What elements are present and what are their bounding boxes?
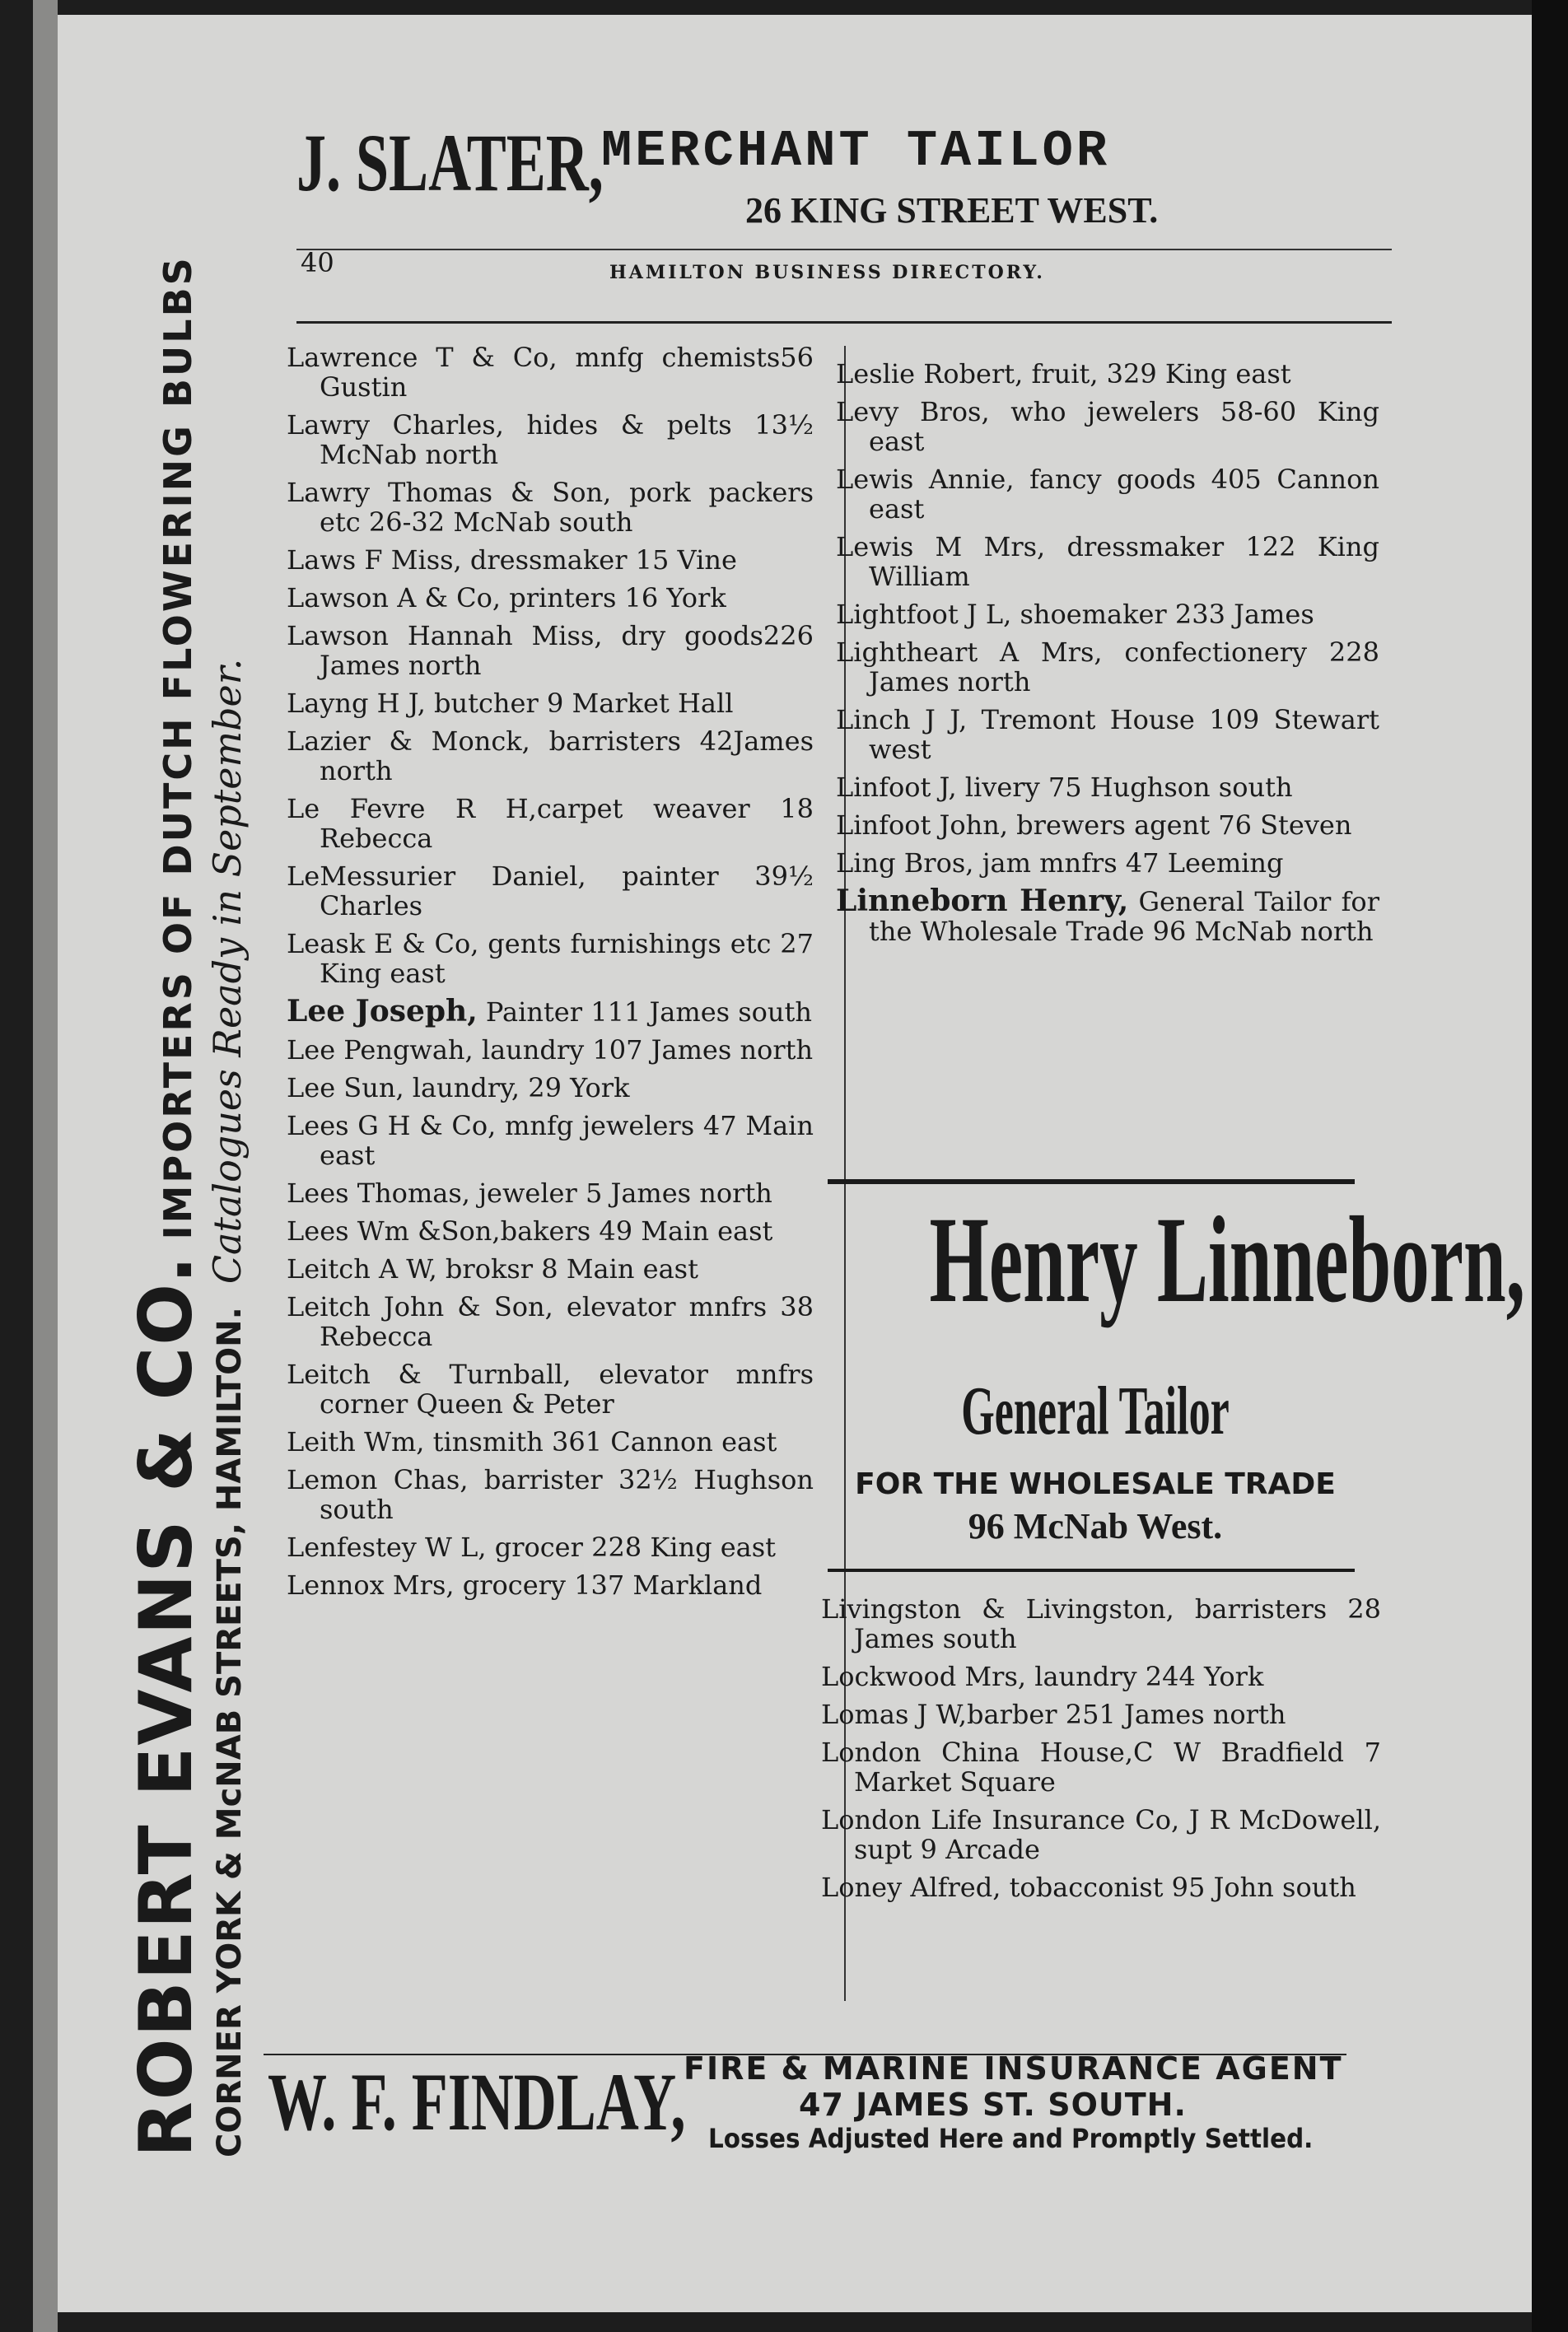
top-ad-address: 26 KING STREET WEST. — [745, 190, 1159, 231]
entry-text: London Life Insurance Co, J R McDowell, supt 9 Arcade — [821, 1804, 1381, 1865]
entry-text: Leitch John & Son, elevator mnfrs 38 Rebecca — [287, 1291, 814, 1352]
entry-text: Leslie Robert, fruit, 329 King east — [836, 358, 1291, 389]
top-ad-name: J. SLATER, — [296, 117, 604, 208]
directory-column-right — [836, 359, 1379, 954]
directory-entry — [287, 794, 814, 853]
top-advertisement — [296, 115, 1392, 239]
side-ad-catalogue-note: Catalogues Ready in September. — [205, 658, 250, 1285]
entry-text: Lazier & Monck, barristers 42James north — [287, 725, 814, 786]
directory-entry — [836, 810, 1379, 840]
side-ad-business: IMPORTERS OF DUTCH FLOWERING BULBS — [156, 255, 200, 1240]
entry-text: Linch J J, Tremont House 109 Stewart west — [836, 704, 1379, 765]
entry-name-bold: Lee Joseph, — [287, 994, 478, 1028]
entry-text: Lewis M Mrs, dressmaker 122 King William — [836, 531, 1379, 592]
entry-text: Leith Wm, tinsmith 361 Cannon east — [287, 1426, 777, 1458]
directory-entry — [836, 397, 1379, 456]
directory-entry — [821, 1700, 1381, 1729]
linneborn-ad-rule-bottom — [828, 1569, 1355, 1572]
directory-entry — [287, 410, 814, 469]
directory-entry — [287, 688, 814, 718]
page-edge-dark — [1532, 0, 1568, 2332]
directory-entry — [287, 1532, 814, 1562]
directory-entry — [287, 343, 814, 402]
entry-text: Levy Bros, who jewelers 58-60 King east — [836, 396, 1379, 457]
directory-entry — [287, 1570, 814, 1600]
entry-text: Loney Alfred, tobacconist 95 John south — [821, 1872, 1356, 1903]
entry-text: Lockwood Mrs, laundry 244 York — [821, 1661, 1264, 1692]
entry-text: Ling Bros, jam mnfrs 47 Leeming — [836, 847, 1284, 879]
directory-entry — [287, 545, 814, 575]
entry-text: Lees Thomas, jeweler 5 James north — [287, 1178, 772, 1209]
entry-text: Lawry Charles, hides & pelts 13½ McNab north — [287, 409, 814, 470]
directory-entry — [287, 1292, 814, 1351]
directory-entry — [287, 1111, 814, 1170]
bottom-ad-name: W. F. FINDLAY, — [268, 2056, 686, 2148]
directory-entry — [836, 772, 1379, 802]
linneborn-ad-line: FOR THE WHOLESALE TRADE — [855, 1467, 1336, 1501]
entry-name-bold: Linneborn Henry, — [836, 884, 1129, 918]
entry-text: Lawry Thomas & Son, pork packers etc 26-32 McNab south — [287, 477, 814, 538]
entry-text: Leitch A W, broksr 8 Main east — [287, 1253, 698, 1285]
linneborn-ad-address: 96 McNab West. — [968, 1506, 1223, 1546]
entry-text: Leask E & Co, gents furnishings etc 27 King east — [287, 928, 814, 989]
entry-text: London China House,C W Bradfield 7 Market Square — [821, 1737, 1381, 1798]
directory-entry — [287, 583, 814, 613]
directory-entry — [836, 359, 1379, 389]
directory-entry — [287, 1254, 814, 1284]
bottom-ad-line1: FIRE & MARINE INSURANCE AGENT — [684, 2050, 1343, 2087]
entry-text: Painter 111 James south — [477, 996, 812, 1028]
entry-text: Lee Sun, laundry, 29 York — [287, 1072, 630, 1103]
directory-entry — [821, 1805, 1381, 1864]
entry-text: Lightfoot J L, shoemaker 233 James — [836, 599, 1314, 630]
entry-text: Lawson A & Co, printers 16 York — [287, 582, 726, 613]
directory-entry — [836, 532, 1379, 591]
directory-entry — [836, 848, 1379, 878]
linneborn-ad-name: Henry Linneborn, — [929, 1192, 1525, 1328]
entry-text: Lawson Hannah Miss, dry goods226 James north — [287, 620, 814, 681]
directory-entry — [836, 705, 1379, 764]
bottom-ad-line2: 47 JAMES ST. SOUTH. — [799, 2087, 1187, 2123]
entry-text: Lightheart A Mrs, confectionery 228 James north — [836, 637, 1379, 697]
entry-text: Laws F Miss, dressmaker 15 Vine — [287, 544, 737, 576]
page-number: 40 — [301, 247, 334, 278]
directory-entry — [836, 599, 1379, 629]
directory-entry — [287, 1178, 814, 1208]
linneborn-ad-title: General Tailor — [961, 1373, 1230, 1449]
entry-text: Lemon Chas, barrister 32½ Hughson south — [287, 1464, 814, 1525]
entry-text: Lenfestey W L, grocer 228 King east — [287, 1532, 777, 1563]
directory-entry — [287, 929, 814, 988]
directory-entry — [821, 1594, 1381, 1653]
running-head: HAMILTON BUSINESS DIRECTORY. — [609, 262, 1045, 283]
header-rule-bottom — [296, 321, 1392, 324]
directory-entry — [836, 886, 1379, 946]
side-ad-address: CORNER YORK & McNAB STREETS, HAMILTON. — [211, 1307, 249, 2157]
directory-entry — [287, 1035, 814, 1065]
directory-entry — [287, 478, 814, 537]
directory-entry — [287, 1427, 814, 1457]
directory-column-left — [287, 343, 814, 1608]
bottom-ad-line3: Losses Adjusted Here and Promptly Settled. — [708, 2123, 1314, 2154]
directory-entry — [287, 996, 814, 1027]
top-ad-trade: MERCHANT TAILOR — [601, 122, 1111, 180]
entry-text: Lennox Mrs, grocery 137 Markland — [287, 1569, 763, 1601]
entry-text: Le Fevre R H,carpet weaver 18 Rebecca — [287, 793, 814, 854]
entry-text: Layng H J, butcher 9 Market Hall — [287, 688, 734, 719]
entry-text: Lawrence T & Co, mnfg chemists56 Gustin — [287, 342, 814, 403]
side-advertisement — [124, 66, 280, 2157]
entry-text: Lewis Annie, fancy goods 405 Cannon east — [836, 464, 1379, 525]
directory-entry — [287, 1465, 814, 1524]
directory-entry — [287, 861, 814, 921]
entry-text: LeMessurier Daniel, painter 39½ Charles — [287, 861, 814, 921]
directory-entry — [287, 1073, 814, 1103]
directory-entry — [287, 726, 814, 786]
directory-entry — [821, 1737, 1381, 1797]
entry-text: Leitch & Turnball, elevator mnfrs corner Queen & Peter — [287, 1359, 814, 1420]
entry-text: Lomas J W,barber 251 James north — [821, 1699, 1286, 1730]
entry-text: General Tailor for the Wholesale Trade 96 McNab north — [869, 886, 1379, 947]
side-ad-firm: ROBERT EVANS & CO. — [124, 1254, 208, 2157]
directory-entry — [287, 621, 814, 680]
directory-entry — [821, 1662, 1381, 1691]
linneborn-ad-rule-top — [828, 1179, 1355, 1184]
directory-column-right-lower — [821, 1594, 1381, 1910]
entry-text: Linfoot John, brewers agent 76 Steven — [836, 809, 1352, 841]
entry-text: Lees Wm &Son,bakers 49 Main east — [287, 1215, 773, 1247]
entry-text: Linfoot J, livery 75 Hughson south — [836, 772, 1293, 803]
directory-entry — [821, 1873, 1381, 1902]
header-rule-top — [296, 249, 1392, 250]
entry-text: Lee Pengwah, laundry 107 James north — [287, 1034, 814, 1066]
directory-entry — [287, 1216, 814, 1246]
entry-text: Lees G H & Co, mnfg jewelers 47 Main east — [287, 1110, 814, 1171]
directory-entry — [836, 464, 1379, 524]
directory-entry — [836, 637, 1379, 697]
page-gutter — [33, 0, 58, 2332]
directory-entry — [287, 1360, 814, 1419]
entry-text: Livingston & Livingston, barristers 28 James south — [821, 1593, 1381, 1654]
